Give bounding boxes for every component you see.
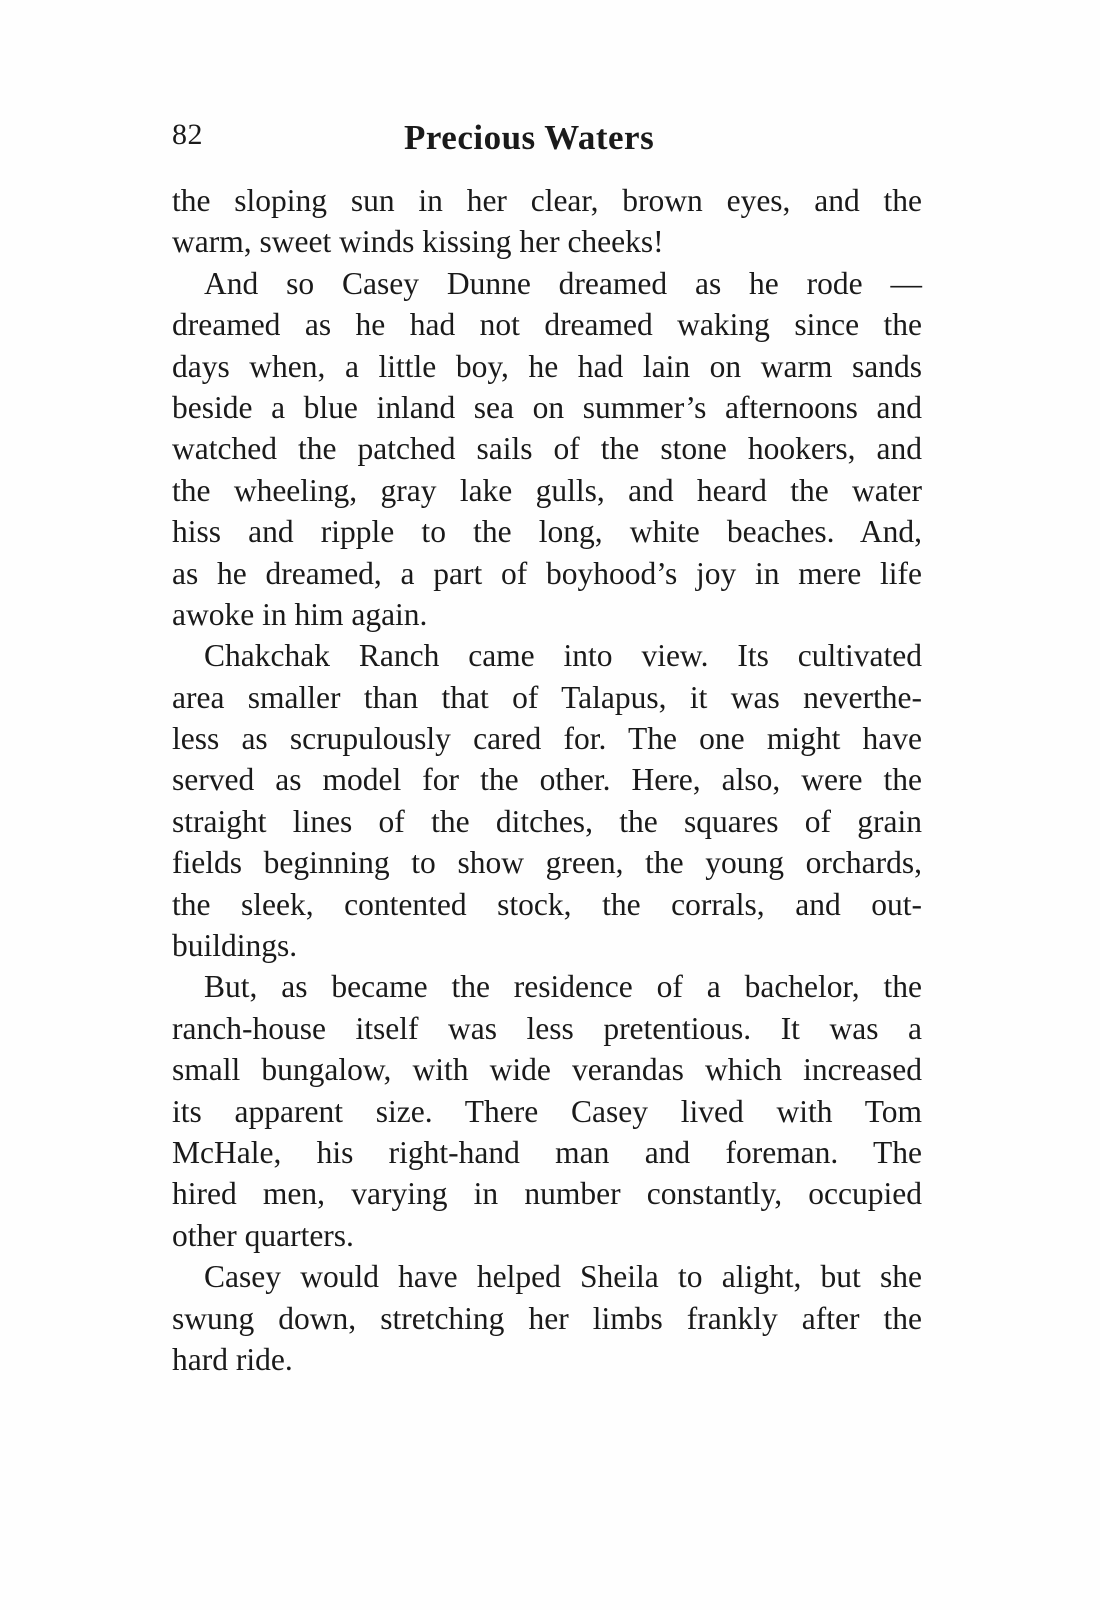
text-line: swung down, stretching her limbs frankly after the bbox=[172, 1300, 922, 1336]
text-line: hard ride. bbox=[172, 1341, 293, 1377]
text-line: its apparent size. There Casey lived with Tom bbox=[172, 1093, 922, 1129]
text-line: Casey would have helped Sheila to alight, but she bbox=[204, 1259, 922, 1295]
text-line: as he dreamed, a part of boyhood’s joy in mere life bbox=[172, 555, 922, 591]
text-line: beside a blue inland sea on summer’s afternoons and bbox=[172, 389, 922, 425]
body-text bbox=[172, 180, 922, 1380]
text-line: small bungalow, with wide verandas which increased bbox=[172, 1052, 922, 1088]
text-line: And so Casey Dunne dreamed as he rode — bbox=[204, 265, 922, 301]
page-number: 82 bbox=[172, 118, 203, 151]
text-line: McHale, his right-hand man and foreman. The bbox=[172, 1134, 922, 1170]
text-line: the sleek, contented stock, the corrals, and out- bbox=[172, 886, 922, 922]
text-line: less as scrupulously cared for. The one might have bbox=[172, 721, 922, 757]
text-line: area smaller than that of Talapus, it was neverthe- bbox=[172, 679, 922, 715]
text-line: days when, a little boy, he had lain on warm sands bbox=[172, 348, 922, 384]
text-line: served as model for the other. Here, also, were the bbox=[172, 762, 922, 798]
text-line: But, as became the residence of a bachelor, the bbox=[204, 969, 922, 1005]
text-line: ranch-house itself was less pretentious. It was a bbox=[172, 1010, 922, 1046]
text-line: other quarters. bbox=[172, 1217, 354, 1253]
text-line: buildings. bbox=[172, 928, 298, 964]
text-line: fields beginning to show green, the young orchards, bbox=[172, 845, 922, 881]
text-line: hired men, varying in number constantly, occupied bbox=[172, 1176, 922, 1212]
text-line: Chakchak Ranch came into view. Its cultivated bbox=[204, 638, 922, 674]
text-line: awoke in him again. bbox=[172, 596, 428, 632]
text-line: watched the patched sails of the stone hookers, and bbox=[172, 431, 922, 467]
text-line: the wheeling, gray lake gulls, and heard the water bbox=[172, 472, 922, 508]
text-line: the sloping sun in her clear, brown eyes, and the bbox=[172, 183, 922, 218]
running-title: Precious Waters bbox=[404, 118, 655, 157]
text-line: straight lines of the ditches, the squares of grain bbox=[172, 803, 922, 839]
text-line: warm, sweet winds kissing her cheeks! bbox=[172, 224, 664, 260]
text-line: dreamed as he had not dreamed waking since the bbox=[172, 307, 922, 343]
text-line: hiss and ripple to the long, white beaches. And, bbox=[172, 514, 922, 550]
running-head bbox=[172, 118, 922, 168]
